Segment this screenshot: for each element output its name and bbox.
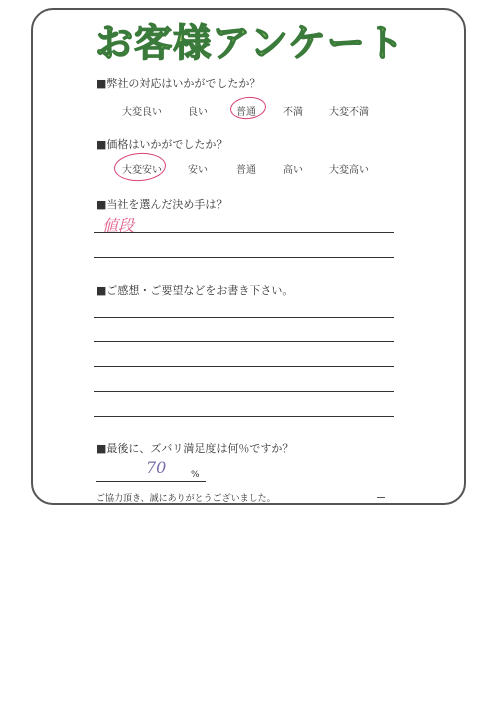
question-service: ■弊社の対応はいかがでしたか？ [96,77,261,90]
question-deciding-factor: ■当社を選んだ決め手は？ [96,198,228,211]
corner-mark [377,497,385,498]
comment-line-1 [94,317,394,318]
q2-option-5[interactable]: 大変高い [329,165,369,176]
question-satisfaction: ■最後に、ズバリ満足度は何％ですか？ [96,442,294,455]
q2-option-3[interactable]: 普通 [236,165,256,176]
percent-unit: % [191,470,200,480]
answer-line-2 [94,257,394,258]
satisfaction-answer[interactable]: 70 [146,458,167,477]
thank-you-text: ご協力頂き、誠にありがとうございました。 [96,494,276,504]
satisfaction-line [96,481,206,482]
answer-line-1 [94,232,394,233]
q2-option-4[interactable]: 高い [283,165,303,176]
comment-line-2 [94,341,394,342]
comment-line-4 [94,391,394,392]
q1-option-1[interactable]: 大変良い [122,107,162,118]
q2-option-2[interactable]: 安い [188,165,208,176]
q1-option-3[interactable]: 普通 [236,107,256,118]
q2-option-1[interactable]: 大変安い [122,165,162,176]
deciding-factor-answer[interactable]: 値段 [102,216,135,235]
question-comments: ■ご感想・ご要望などをお書き下さい。 [96,284,294,297]
comment-line-5 [94,416,394,417]
q1-option-2[interactable]: 良い [188,107,208,118]
comment-line-3 [94,366,394,367]
q1-option-4[interactable]: 不満 [283,107,303,118]
question-price: ■価格はいかがでしたか？ [96,138,228,151]
survey-title: お客様アンケート [95,21,405,65]
q1-option-5[interactable]: 大変不満 [329,107,369,118]
